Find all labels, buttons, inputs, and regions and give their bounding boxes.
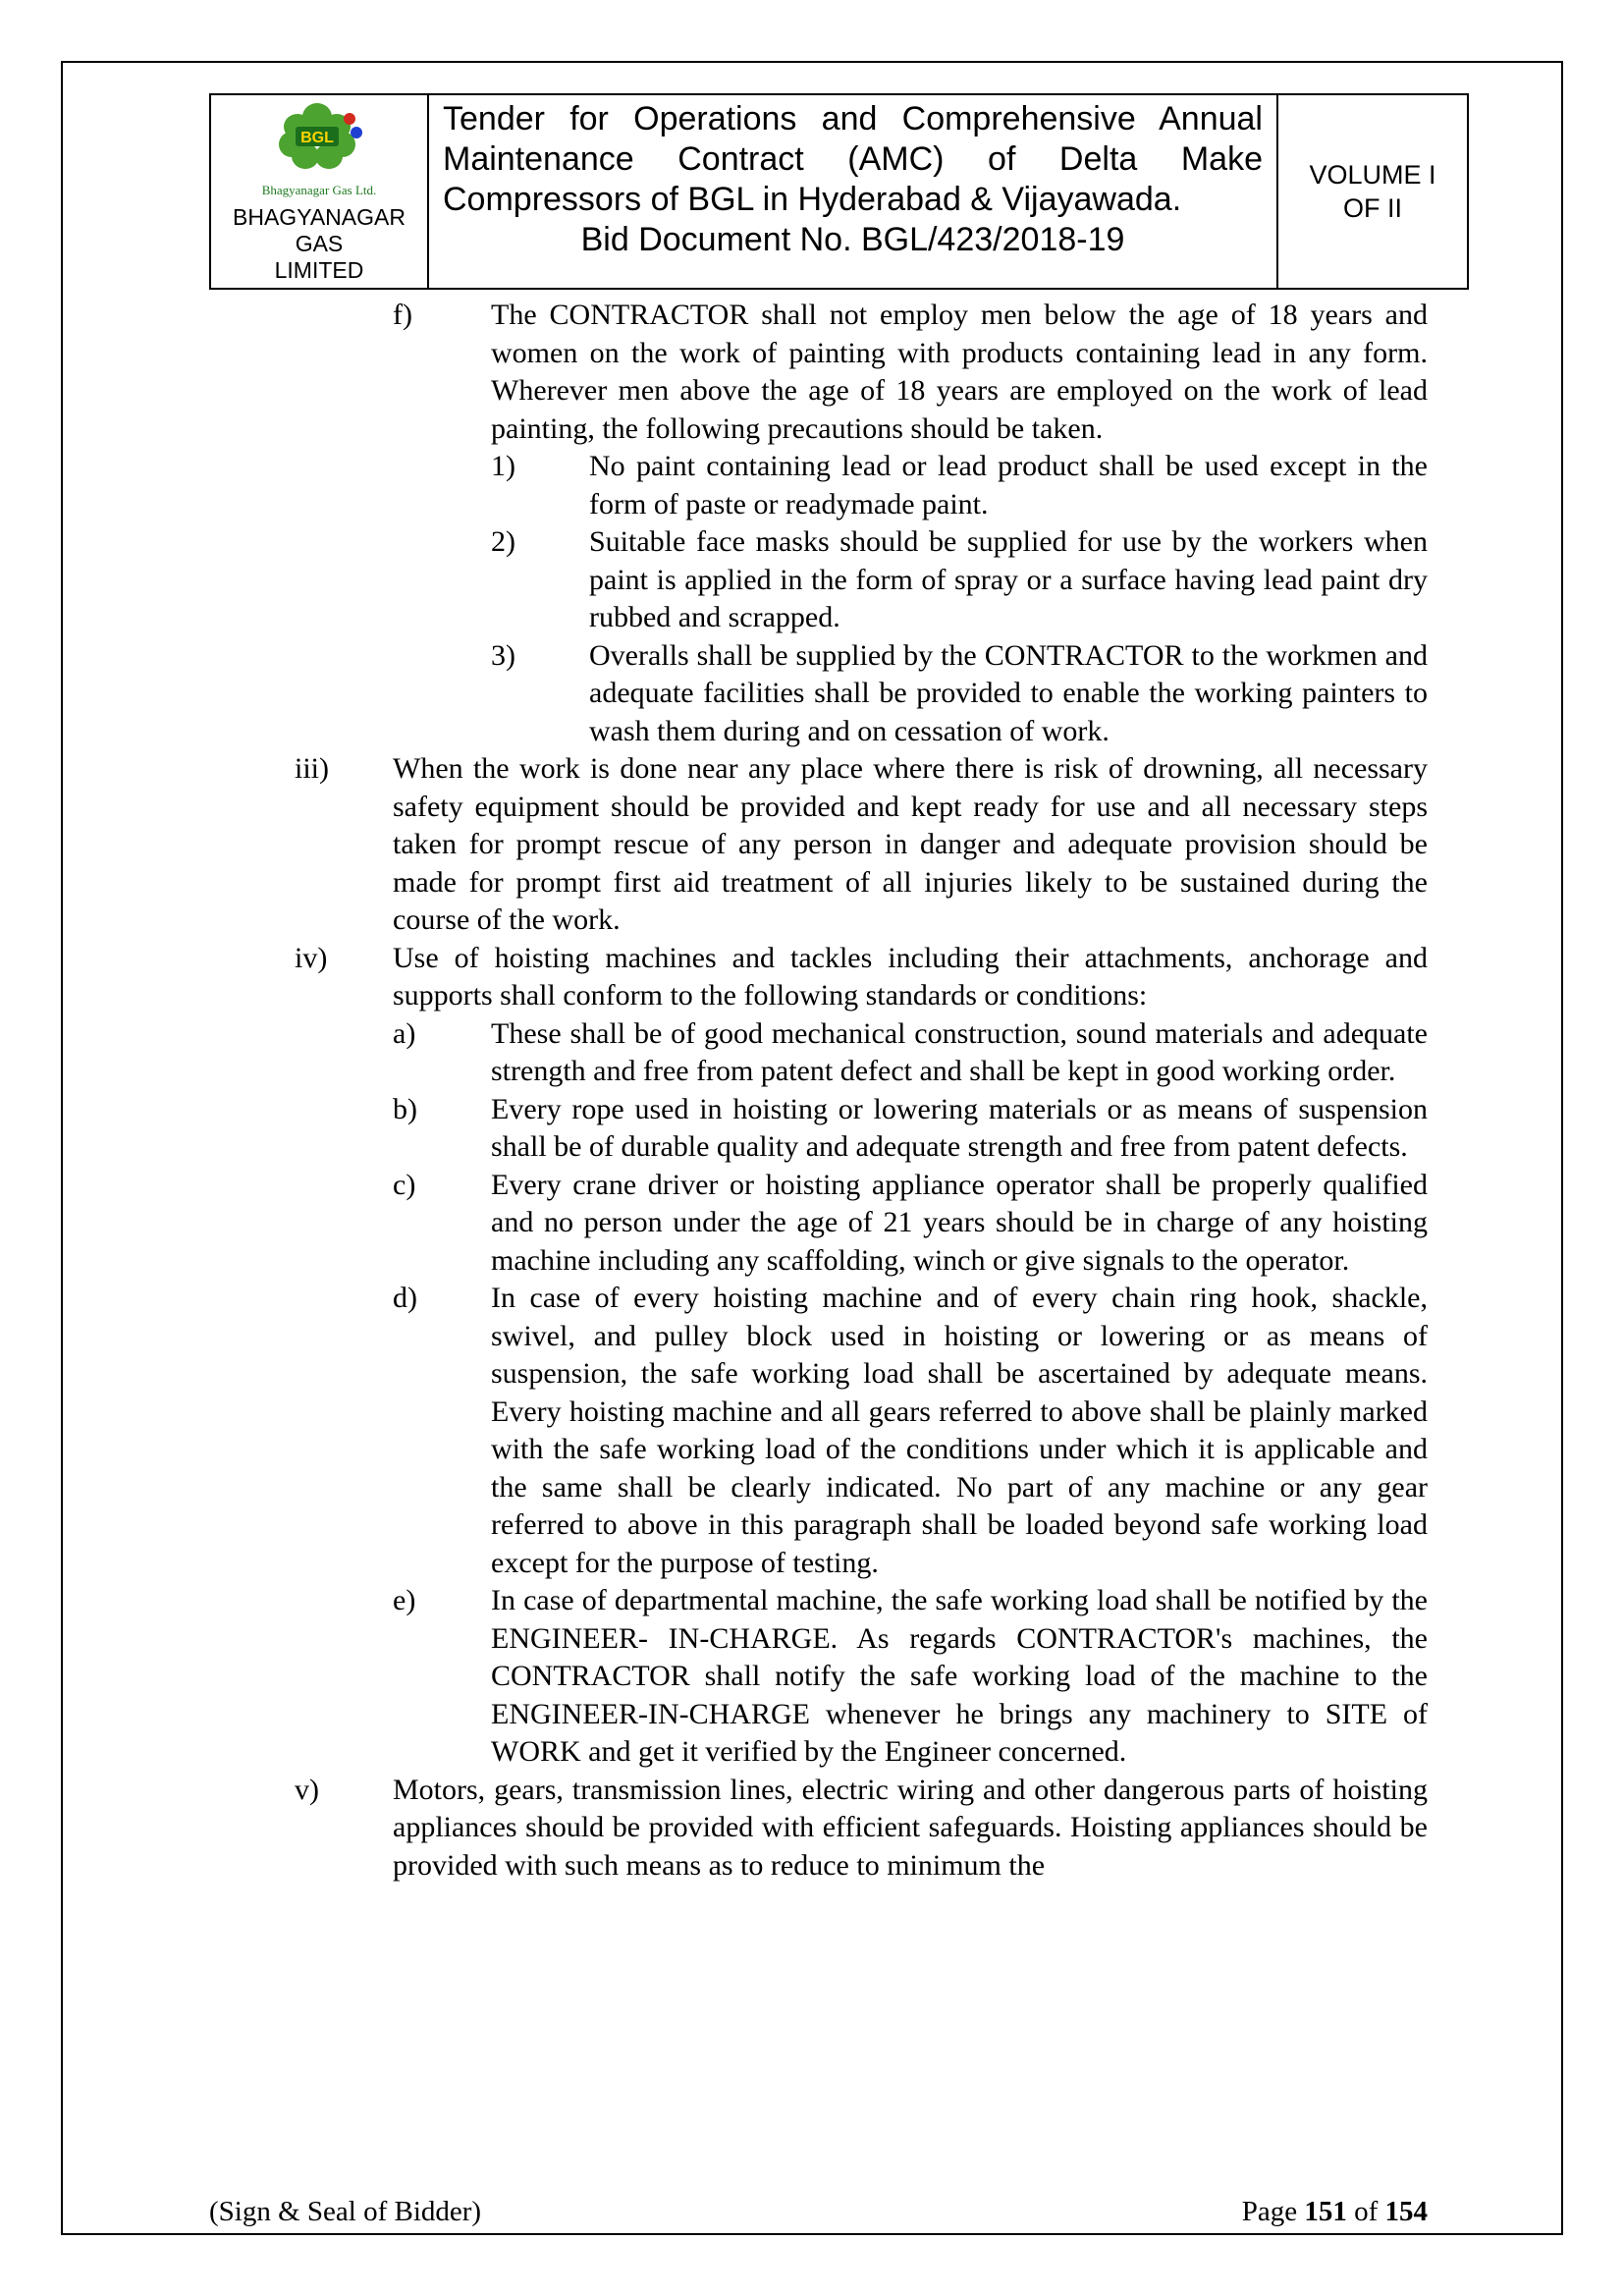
list-item-label: b) bbox=[393, 1092, 417, 1125]
list-item-label: e) bbox=[393, 1584, 416, 1616]
list-item-label: d) bbox=[393, 1282, 417, 1314]
list-item-f bbox=[393, 297, 1428, 448]
footer bbox=[209, 2196, 1428, 2228]
list-item-label: v) bbox=[295, 1773, 319, 1806]
list-item-2 bbox=[491, 523, 1428, 637]
list-item-b bbox=[393, 1091, 1428, 1167]
list-item-text: In case of departmental machine, the safe working load shall be notified by the ENGINEER- IN-CHARGE. As regards CONTRACTOR's machines, the CONTRACTOR shall notify the safe working load of the machine to the ENGINEER-IN-CHARGE whenever he brings any machinery to SITE of WORK and get it verified by the Engineer concerned. bbox=[491, 1584, 1428, 1768]
list-item-label: c) bbox=[393, 1168, 416, 1201]
list-item-label: f) bbox=[393, 299, 412, 331]
list-item-label: 2) bbox=[491, 525, 515, 558]
header-logo-cell bbox=[211, 95, 429, 288]
list-item-text: These shall be of good mechanical construction, sound materials and adequate strength and free from patent defect and shall be kept in good working order. bbox=[491, 1016, 1428, 1087]
list-item-1 bbox=[491, 448, 1428, 523]
logo-caption: Bhagyanagar Gas Ltd. bbox=[261, 183, 377, 197]
volume-label-line1: VOLUME I bbox=[1309, 160, 1436, 190]
organisation-name-line1: BHAGYANAGAR GAS bbox=[233, 204, 406, 256]
page-number-of: of bbox=[1346, 2196, 1385, 2227]
list-item-text: Overalls shall be supplied by the CONTRACTOR to the workmen and adequate facilities shall be provided to enable the working painters to wash them during and on cessation of work. bbox=[589, 638, 1428, 747]
svg-text:BGL: BGL bbox=[300, 130, 334, 146]
list-item-3 bbox=[491, 637, 1428, 751]
page-number-total: 154 bbox=[1384, 2196, 1428, 2227]
organisation-name bbox=[215, 204, 423, 284]
bgl-logo-icon bbox=[268, 101, 370, 185]
header-volume-cell bbox=[1278, 95, 1467, 288]
list-item-e bbox=[393, 1582, 1428, 1772]
list-item-text: Every rope used in hoisting or lowering materials or as means of suspension shall be of durable quality and adequate strength and free from patent defects. bbox=[491, 1092, 1428, 1163]
list-item-iii bbox=[295, 750, 1428, 940]
organisation-name-line2: LIMITED bbox=[274, 257, 364, 283]
page-number-prefix: Page bbox=[1241, 2196, 1305, 2227]
header-table bbox=[209, 93, 1469, 290]
list-item-c bbox=[393, 1167, 1428, 1281]
volume-label-line2: OF II bbox=[1343, 193, 1402, 223]
list-item-text: The CONTRACTOR shall not employ men below the age of 18 years and women on the work of painting with products containing lead in any form. Wherever men above the age of 18 years are employed on the work of lead painting, the following precautions should be taken. bbox=[491, 299, 1428, 445]
list-item-text: When the work is done near any place where there is risk of drowning, all necessary safety equipment should be provided and kept ready for use and all necessary steps taken for prompt rescue of any person in danger and adequate provision should be made for prompt first aid treatment of all injuries likely to be sustained during the course of the work. bbox=[393, 752, 1428, 936]
list-item-text: Every crane driver or hoisting appliance operator shall be properly qualified and no person under the age of 21 years should be in charge of any hoisting machine including any scaffolding, winch or give signals to the operator. bbox=[491, 1168, 1428, 1277]
list-item-label: iv) bbox=[295, 941, 328, 974]
tender-title: Tender for Operations and Comprehensive Annual Maintenance Contract (AMC) of Delta Make Compressors of BGL in Hyderabad & Vijayawada. bbox=[443, 100, 1263, 218]
list-item-text: Use of hoisting machines and tackles including their attachments, anchorage and supports shall conform to the following standards or conditions: bbox=[393, 941, 1428, 1011]
sign-seal-note: (Sign & Seal of Bidder) bbox=[209, 2196, 482, 2227]
list-item-v bbox=[295, 1772, 1428, 1886]
list-item-text: Suitable face masks should be supplied for use by the workers when paint is applied in the form of spray or a surface having lead paint dry rubbed and scrapped. bbox=[589, 525, 1428, 633]
list-item-label: iii) bbox=[295, 752, 329, 785]
list-item-label: a) bbox=[393, 1016, 416, 1050]
bid-document-number: Bid Document No. BGL/423/2018-19 bbox=[580, 221, 1125, 258]
list-item-text: In case of every hoisting machine and of every chain ring hook, shackle, swivel, and pulley block used in hoisting or lowering or as means of suspension, the safe working load shall be ascertained by adequate means. Every hoisting machine and all gears referred to above shall be plainly marked with the safe working load of the conditions under which it is applicable and the same shall be clearly indicated. No part of any machine or any gear referred to above in this paragraph shall be loaded beyond safe working load except for the purpose of testing. bbox=[491, 1282, 1428, 1579]
list-item-label: 3) bbox=[491, 638, 515, 672]
list-item-iv bbox=[295, 940, 1428, 1015]
list-item-label: 1) bbox=[491, 450, 515, 482]
list-item-d bbox=[393, 1280, 1428, 1582]
header-title-cell bbox=[429, 95, 1278, 288]
list-item-text: Motors, gears, transmission lines, electric wiring and other dangerous parts of hoisting appliances should be provided with efficient safeguards. Hoisting appliances should be provided with such means as to reduce to minimum the bbox=[393, 1773, 1428, 1882]
page-number bbox=[1242, 2196, 1428, 2228]
list-item-a bbox=[393, 1015, 1428, 1091]
list-item-text: No paint containing lead or lead product shall be used except in the form of paste or readymade paint. bbox=[589, 450, 1428, 520]
page-number-current: 151 bbox=[1304, 2196, 1347, 2227]
document-body bbox=[295, 297, 1428, 1885]
